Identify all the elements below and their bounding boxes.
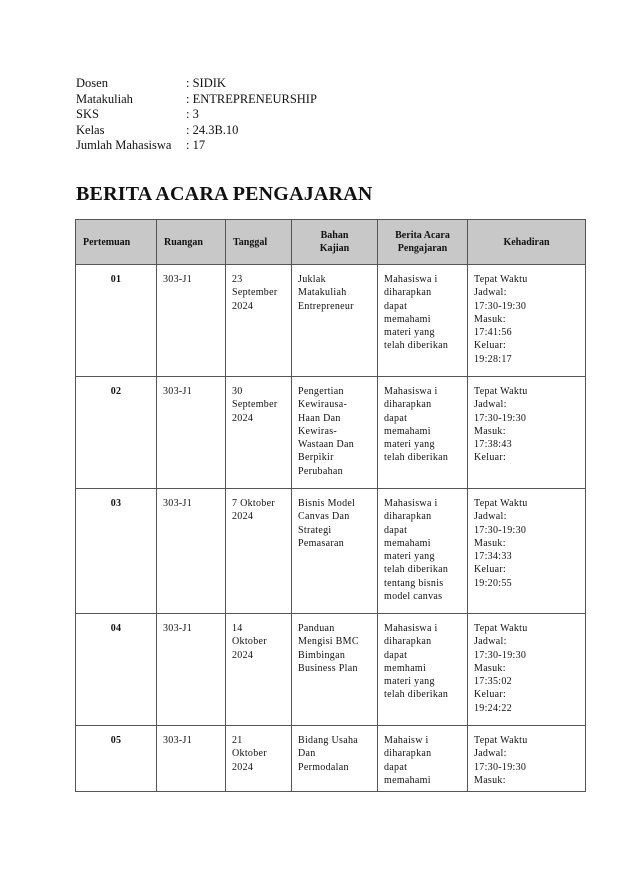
cell-line: Matakuliah bbox=[298, 287, 347, 299]
cell-line: 19:20:55 bbox=[474, 577, 512, 589]
cell-tanggal bbox=[226, 614, 292, 726]
cell-bahan-kajian bbox=[292, 489, 378, 614]
header-label: Kelas bbox=[76, 122, 105, 137]
column-header-bahan-kajian bbox=[292, 220, 378, 265]
column-header-line: Kajian bbox=[319, 243, 350, 254]
cell-line: Oktober bbox=[232, 748, 267, 760]
cell-line: diharapkan bbox=[384, 287, 432, 299]
cell-line: 17:35:02 bbox=[474, 676, 512, 688]
cell-pertemuan: 02 bbox=[76, 377, 157, 489]
column-header-line: Berita Acara bbox=[395, 230, 450, 241]
cell-line: materi yang bbox=[384, 439, 435, 451]
cell-kehadiran bbox=[468, 726, 586, 792]
cell-line: 30 bbox=[232, 386, 243, 397]
cell-line: memahami bbox=[384, 537, 431, 549]
cell-line: Mahasiswa i bbox=[384, 274, 438, 285]
cell-kehadiran bbox=[468, 377, 586, 489]
header-value: : 24.3B.10 bbox=[186, 122, 239, 137]
cell-line: 17:38:43 bbox=[474, 439, 512, 451]
cell-line: 2024 bbox=[232, 511, 254, 523]
cell-line: Tepat Waktu bbox=[474, 274, 528, 285]
cell-line: telah diberikan bbox=[384, 564, 449, 576]
cell-pertemuan: 04 bbox=[76, 614, 157, 726]
cell-line: 2024 bbox=[232, 300, 254, 312]
cell-berita-acara bbox=[378, 265, 468, 377]
cell-line: 2024 bbox=[232, 761, 254, 773]
cell-line: 19:28:17 bbox=[474, 353, 512, 365]
cell-pertemuan: 01 bbox=[76, 265, 157, 377]
cell-line: 17:30-19:30 bbox=[474, 524, 527, 536]
cell-line: Masuk: bbox=[474, 425, 506, 437]
cell-ruangan: 303-J1 bbox=[157, 489, 226, 614]
header-value: : 3 bbox=[186, 107, 199, 121]
berita-acara-table bbox=[75, 219, 586, 792]
cell-line: 17:41:56 bbox=[474, 327, 512, 339]
cell-line: memhami bbox=[384, 662, 427, 674]
cell-line: Masuk: bbox=[474, 662, 506, 674]
header-label: SKS bbox=[76, 107, 99, 121]
table-row bbox=[76, 377, 586, 489]
cell-line: Keluar: bbox=[474, 340, 507, 352]
cell-line: Masuk: bbox=[474, 537, 506, 549]
cell-line: Keluar: bbox=[474, 689, 507, 701]
cell-berita-acara bbox=[378, 489, 468, 614]
cell-pertemuan: 03 bbox=[76, 489, 157, 614]
table-row bbox=[76, 489, 586, 614]
header-row-matakuliah bbox=[76, 92, 317, 108]
info-header bbox=[76, 76, 317, 154]
cell-line: 2024 bbox=[232, 649, 254, 661]
header-label: Dosen bbox=[76, 76, 108, 90]
cell-line: Kewirausa- bbox=[298, 399, 348, 411]
cell-line: Jadwal: bbox=[474, 636, 507, 648]
cell-line: Jadwal: bbox=[474, 287, 507, 299]
table-body bbox=[76, 265, 586, 792]
table-row bbox=[76, 726, 586, 792]
cell-line: Strategi bbox=[298, 524, 332, 536]
table-row bbox=[76, 614, 586, 726]
cell-line: Jadwal: bbox=[474, 748, 507, 760]
page-title: BERITA ACARA PENGAJARAN bbox=[76, 183, 373, 205]
cell-line: dapat bbox=[384, 761, 408, 773]
cell-line: diharapkan bbox=[384, 636, 432, 648]
cell-line: Mahasiswa i bbox=[384, 386, 438, 397]
cell-line: Masuk: bbox=[474, 313, 506, 325]
cell-line: Mahasiswa i bbox=[384, 623, 438, 634]
cell-line: 14 bbox=[232, 623, 243, 634]
header-value: : SIDIK bbox=[186, 76, 226, 90]
cell-bahan-kajian bbox=[292, 377, 378, 489]
cell-line: Pemasaran bbox=[298, 537, 345, 549]
cell-line: Wastaan Dan bbox=[298, 439, 355, 451]
header-row-kelas bbox=[76, 123, 317, 139]
cell-line: Permodalan bbox=[298, 761, 349, 773]
cell-line: 2024 bbox=[232, 412, 254, 424]
cell-ruangan: 303-J1 bbox=[157, 377, 226, 489]
cell-line: Mahasiswa i bbox=[384, 498, 438, 509]
cell-line: September bbox=[232, 287, 278, 299]
column-header-line: Pengajaran bbox=[397, 243, 448, 254]
table-header-row bbox=[76, 220, 586, 265]
cell-tanggal bbox=[226, 489, 292, 614]
cell-line: Mengisi BMC bbox=[298, 636, 359, 648]
cell-tanggal bbox=[226, 726, 292, 792]
cell-kehadiran bbox=[468, 614, 586, 726]
cell-line: Pengertian bbox=[298, 386, 344, 397]
cell-line: Keluar: bbox=[474, 564, 507, 576]
cell-line: 19:24:22 bbox=[474, 702, 512, 714]
cell-line: 17:30-19:30 bbox=[474, 649, 527, 661]
header-row-jumlah-mahasiswa bbox=[76, 138, 317, 154]
cell-line: Canvas Dan bbox=[298, 511, 350, 523]
cell-line: 23 bbox=[232, 274, 243, 285]
cell-line: 17:30-19:30 bbox=[474, 300, 527, 312]
cell-berita-acara bbox=[378, 377, 468, 489]
column-header-berita-acara bbox=[378, 220, 468, 265]
cell-line: Tepat Waktu bbox=[474, 623, 528, 634]
cell-line: Tepat Waktu bbox=[474, 498, 528, 509]
cell-line: telah diberikan bbox=[384, 340, 449, 352]
column-header-pertemuan: Pertemuan bbox=[76, 220, 157, 265]
cell-line: memahami bbox=[384, 774, 431, 786]
cell-line: Juklak bbox=[298, 274, 326, 285]
cell-line: memahami bbox=[384, 313, 431, 325]
cell-line: diharapkan bbox=[384, 511, 432, 523]
cell-tanggal bbox=[226, 377, 292, 489]
cell-line: Keluar: bbox=[474, 452, 507, 464]
cell-line: Kewiras- bbox=[298, 425, 338, 437]
cell-line: materi yang bbox=[384, 327, 435, 339]
cell-line: Tepat Waktu bbox=[474, 735, 528, 746]
cell-line: September bbox=[232, 399, 278, 411]
cell-line: Berpikir bbox=[298, 452, 334, 464]
cell-line: Mahaisw i bbox=[384, 735, 429, 746]
cell-tanggal bbox=[226, 265, 292, 377]
cell-line: memahami bbox=[384, 425, 431, 437]
cell-line: Masuk: bbox=[474, 774, 506, 786]
cell-line: Bidang Usaha bbox=[298, 735, 358, 746]
cell-line: Bisnis Model bbox=[298, 498, 356, 509]
cell-line: tentang bisnis bbox=[384, 577, 444, 589]
cell-kehadiran bbox=[468, 265, 586, 377]
header-row-dosen bbox=[76, 76, 317, 92]
column-header-tanggal: Tanggal bbox=[226, 220, 292, 265]
column-header-kehadiran: Kehadiran bbox=[468, 220, 586, 265]
cell-line: Jadwal: bbox=[474, 511, 507, 523]
cell-kehadiran bbox=[468, 489, 586, 614]
cell-line: dapat bbox=[384, 524, 408, 536]
cell-line: 17:34:33 bbox=[474, 551, 512, 563]
cell-line: dapat bbox=[384, 412, 408, 424]
table-row bbox=[76, 265, 586, 377]
column-header-ruangan: Ruangan bbox=[157, 220, 226, 265]
cell-line: model canvas bbox=[384, 591, 443, 603]
cell-line: materi yang bbox=[384, 551, 435, 563]
cell-line: dapat bbox=[384, 649, 408, 661]
cell-line: Dan bbox=[298, 748, 316, 760]
cell-line: Panduan bbox=[298, 623, 335, 634]
header-value: : 17 bbox=[186, 138, 206, 152]
cell-line: diharapkan bbox=[384, 399, 432, 411]
header-value: : ENTREPRENEURSHIP bbox=[186, 91, 317, 106]
column-header-line: Bahan bbox=[320, 230, 349, 241]
cell-bahan-kajian bbox=[292, 265, 378, 377]
cell-line: materi yang bbox=[384, 676, 435, 688]
cell-line: Tepat Waktu bbox=[474, 386, 528, 397]
header-label: Matakuliah bbox=[76, 91, 133, 106]
cell-line: 17:30-19:30 bbox=[474, 412, 527, 424]
cell-line: 7 Oktober bbox=[232, 498, 275, 509]
cell-pertemuan: 05 bbox=[76, 726, 157, 792]
cell-line: Entrepreneur bbox=[298, 300, 354, 312]
header-row-sks bbox=[76, 107, 317, 123]
cell-bahan-kajian bbox=[292, 614, 378, 726]
cell-line: Jadwal: bbox=[474, 399, 507, 411]
header-label: Jumlah Mahasiswa bbox=[76, 138, 172, 152]
cell-line: dapat bbox=[384, 300, 408, 312]
cell-ruangan: 303-J1 bbox=[157, 726, 226, 792]
cell-ruangan: 303-J1 bbox=[157, 265, 226, 377]
cell-bahan-kajian bbox=[292, 726, 378, 792]
cell-line: diharapkan bbox=[384, 748, 432, 760]
cell-berita-acara bbox=[378, 614, 468, 726]
cell-line: telah diberikan bbox=[384, 689, 449, 701]
cell-line: Perubahan bbox=[298, 465, 343, 477]
cell-line: Bimbingan bbox=[298, 649, 346, 661]
cell-line: Oktober bbox=[232, 636, 267, 648]
cell-line: 21 bbox=[232, 735, 243, 746]
cell-line: Business Plan bbox=[298, 662, 358, 674]
cell-berita-acara bbox=[378, 726, 468, 792]
cell-line: Haan Dan bbox=[298, 412, 341, 424]
cell-line: 17:30-19:30 bbox=[474, 761, 527, 773]
cell-line: telah diberikan bbox=[384, 452, 449, 464]
cell-ruangan: 303-J1 bbox=[157, 614, 226, 726]
